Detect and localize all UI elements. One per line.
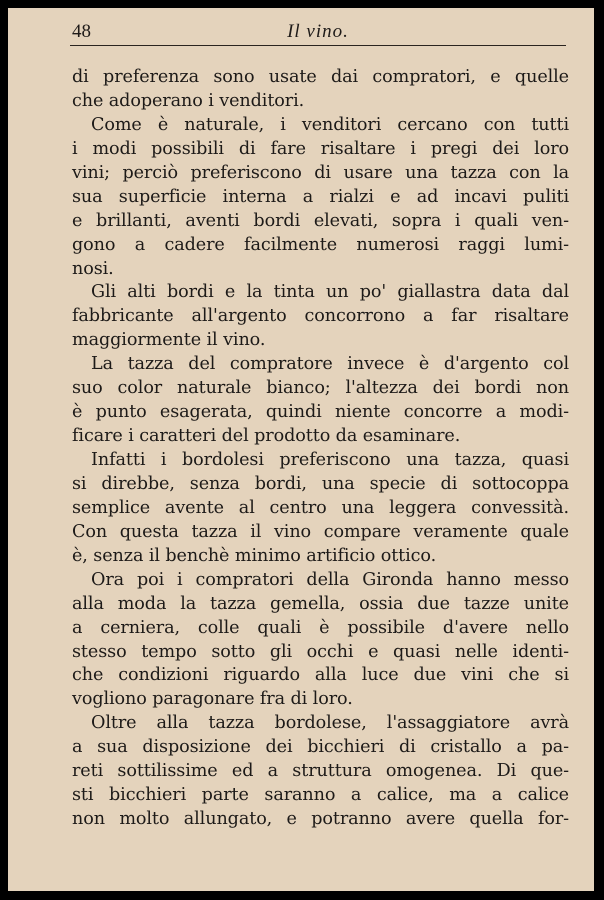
text-line: e brillanti, aventi bordi elevati, sopra i quali ven- bbox=[72, 210, 569, 231]
text-line: che adoperano i venditori. bbox=[72, 90, 305, 111]
body-text bbox=[72, 66, 569, 832]
text-line: è punto esagerata, quindi niente concorre a modi- bbox=[72, 402, 569, 423]
running-title: Il vino. bbox=[287, 21, 349, 42]
text-line: Oltre alla tazza bordolese, l'assaggiatore avrà bbox=[91, 713, 569, 734]
text-line: semplice avente al centro una leggera convessità. bbox=[72, 497, 569, 518]
text-line: è, senza il benchè minimo artificio ottico. bbox=[72, 545, 437, 566]
text-line: reti sottilissime ed a struttura omogenea. Di que- bbox=[72, 761, 569, 782]
text-line: suo color naturale bianco; l'altezza dei bordi non bbox=[72, 378, 569, 399]
text-line: Ora poi i compratori della Gironda hanno messo bbox=[91, 569, 569, 590]
page-number: 48 bbox=[72, 21, 91, 42]
text-line: che condizioni riguardo alla luce due vini che si bbox=[72, 665, 569, 686]
text-line: sua superficie interna a rialzi e ad incavi puliti bbox=[72, 186, 569, 207]
page-header bbox=[70, 20, 566, 46]
text-line: stesso tempo sotto gli occhi e quasi nelle identi- bbox=[72, 641, 569, 662]
text-line: gono a cadere facilmente numerosi raggi lumi- bbox=[72, 234, 569, 255]
text-line: nosi. bbox=[72, 258, 114, 279]
text-line: di preferenza sono usate dai compratori, e quelle bbox=[72, 67, 569, 87]
text-line: maggiormente il vino. bbox=[72, 330, 266, 351]
text-line: vogliono paragonare fra di loro. bbox=[72, 689, 353, 710]
text-line: a sua disposizione dei bicchieri di cristallo a pa- bbox=[72, 737, 569, 758]
text-line: vini; perciò preferiscono di usare una tazza con la bbox=[72, 162, 569, 183]
text-line: Gli alti bordi e la tinta un po' giallastra data dal bbox=[91, 282, 569, 303]
text-line: sti bicchieri parte saranno a calice, ma a calice bbox=[72, 785, 569, 806]
text-line: a cerniera, colle quali è possibile d'avere nello bbox=[72, 617, 569, 638]
text-line: Con questa tazza il vino compare veramente quale bbox=[72, 521, 569, 542]
text-line: fabbricante all'argento concorrono a far risaltare bbox=[72, 306, 569, 327]
text-line: ficare i caratteri del prodotto da esaminare. bbox=[72, 426, 461, 447]
text-line: alla moda la tazza gemella, ossia due tazze unite bbox=[72, 593, 569, 614]
book-page bbox=[8, 8, 594, 891]
text-line: Infatti i bordolesi preferiscono una tazza, quasi bbox=[91, 450, 569, 470]
text-line: non molto allungato, e potranno avere quella for- bbox=[72, 809, 569, 830]
text-line: La tazza del compratore invece è d'argento col bbox=[91, 354, 569, 375]
text-line: si direbbe, senza bordi, una specie di sottocoppa bbox=[72, 473, 569, 494]
text-line: i modi possibili di fare risaltare i pregi dei loro bbox=[72, 138, 569, 159]
text-line: Come è naturale, i venditori cercano con tutti bbox=[91, 114, 569, 135]
